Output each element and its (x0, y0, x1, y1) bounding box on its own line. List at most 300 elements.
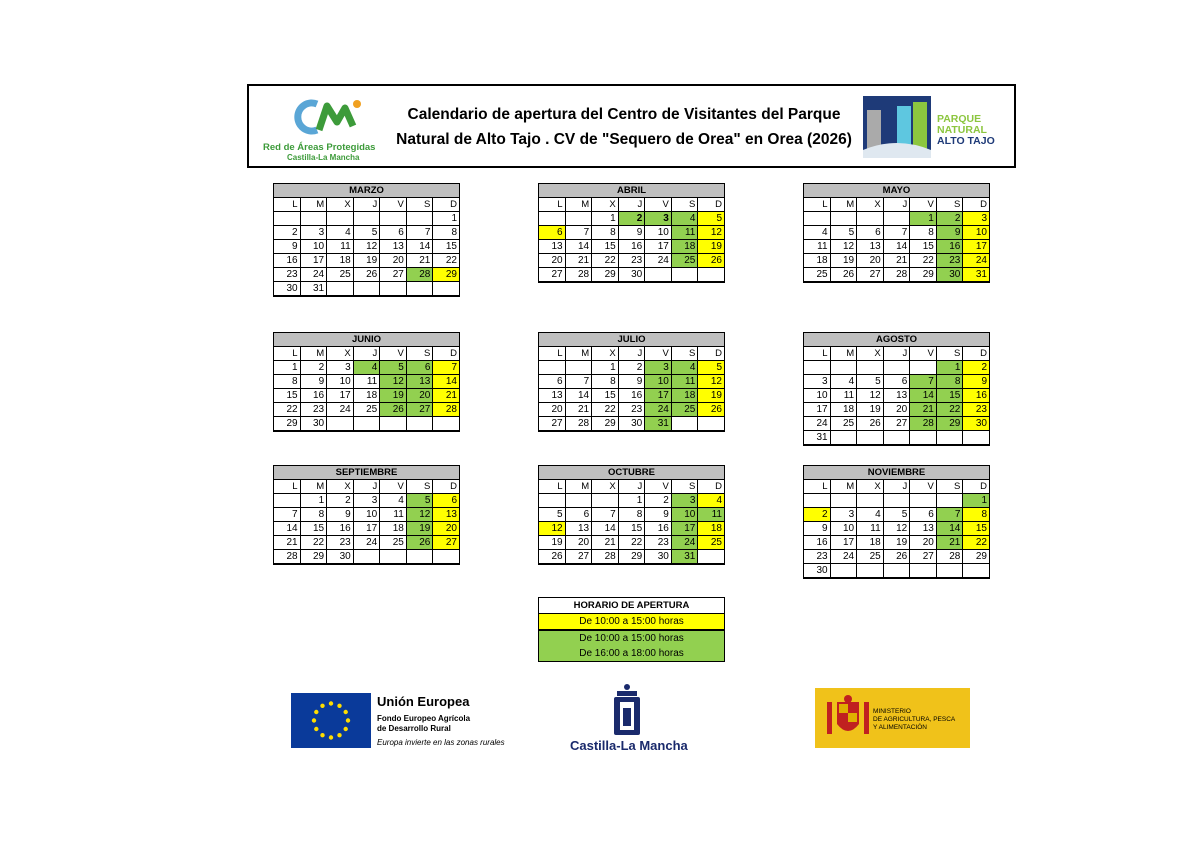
empty-cell (698, 417, 725, 432)
day-cell: 4 (857, 508, 884, 522)
day-cell: 13 (857, 240, 884, 254)
weekday-header: V (380, 480, 407, 494)
day-cell: 7 (274, 508, 301, 522)
day-cell: 18 (698, 522, 725, 536)
day-cell: 2 (618, 361, 645, 375)
weekday-header: D (433, 347, 460, 361)
day-cell: 21 (910, 403, 937, 417)
day-cell: 23 (936, 254, 963, 268)
day-cell: 10 (645, 375, 672, 389)
day-cell: 14 (883, 240, 910, 254)
day-cell: 3 (645, 361, 672, 375)
day-cell: 22 (618, 536, 645, 550)
weekday-header: X (857, 347, 884, 361)
day-cell: 27 (539, 417, 566, 432)
weekday-header: D (433, 198, 460, 212)
day-cell: 29 (936, 417, 963, 431)
empty-cell (671, 268, 698, 283)
day-cell: 11 (353, 375, 380, 389)
day-cell: 16 (327, 522, 354, 536)
day-cell: 1 (963, 494, 990, 508)
day-cell: 6 (910, 508, 937, 522)
day-cell: 18 (671, 240, 698, 254)
day-cell: 22 (592, 403, 619, 417)
empty-cell (274, 212, 301, 226)
weekday-header: J (618, 480, 645, 494)
weekday-header: D (963, 347, 990, 361)
empty-cell (353, 417, 380, 432)
day-cell: 7 (592, 508, 619, 522)
day-cell: 25 (830, 417, 857, 431)
day-cell: 24 (353, 536, 380, 550)
day-cell: 24 (963, 254, 990, 268)
ministerio-text (873, 708, 955, 732)
weekday-header: S (936, 198, 963, 212)
eu-star (337, 733, 341, 737)
day-cell: 7 (565, 375, 592, 389)
day-cell: 15 (300, 522, 327, 536)
empty-cell (804, 361, 831, 375)
month-calendar (538, 332, 725, 432)
empty-cell (857, 212, 884, 226)
day-cell: 22 (300, 536, 327, 550)
day-cell: 2 (327, 494, 354, 508)
day-cell: 5 (883, 508, 910, 522)
day-cell: 17 (645, 389, 672, 403)
day-cell: 2 (804, 508, 831, 522)
weekday-header: D (963, 198, 990, 212)
day-cell: 27 (910, 550, 937, 564)
day-cell: 1 (910, 212, 937, 226)
day-cell: 11 (857, 522, 884, 536)
day-cell: 31 (671, 550, 698, 565)
month-calendar (273, 332, 460, 432)
day-cell: 22 (910, 254, 937, 268)
day-cell: 13 (883, 389, 910, 403)
min-line1: MINISTERIO (873, 708, 911, 715)
weekday-header: M (565, 347, 592, 361)
weekday-header: J (353, 480, 380, 494)
cm-logo-icon (287, 96, 367, 140)
day-cell: 30 (300, 417, 327, 432)
empty-cell (830, 494, 857, 508)
day-cell: 14 (592, 522, 619, 536)
weekday-header: X (327, 480, 354, 494)
day-cell: 5 (353, 226, 380, 240)
day-cell: 11 (380, 508, 407, 522)
day-cell: 29 (963, 550, 990, 564)
empty-cell (883, 431, 910, 446)
day-cell: 5 (698, 361, 725, 375)
day-cell: 19 (857, 403, 884, 417)
day-cell: 5 (406, 494, 433, 508)
day-cell: 22 (433, 254, 460, 268)
day-cell: 1 (592, 212, 619, 226)
day-cell: 8 (618, 508, 645, 522)
day-cell: 31 (645, 417, 672, 432)
day-cell: 5 (830, 226, 857, 240)
weekday-header: V (645, 480, 672, 494)
weekday-header: M (830, 480, 857, 494)
weekday-header: J (353, 347, 380, 361)
day-cell: 20 (380, 254, 407, 268)
empty-cell (936, 431, 963, 446)
day-cell: 3 (327, 361, 354, 375)
day-cell: 30 (327, 550, 354, 565)
day-cell: 15 (592, 240, 619, 254)
day-cell: 27 (883, 417, 910, 431)
logo-left-line1: Red de Áreas Protegidas (263, 142, 376, 153)
day-cell: 24 (671, 536, 698, 550)
weekday-header: X (857, 480, 884, 494)
day-cell: 27 (565, 550, 592, 565)
day-cell: 12 (539, 522, 566, 536)
day-cell: 2 (618, 212, 645, 226)
weekday-header: D (698, 347, 725, 361)
empty-cell (327, 417, 354, 432)
day-cell: 8 (433, 226, 460, 240)
empty-cell (565, 361, 592, 375)
empty-cell (380, 282, 407, 297)
day-cell: 21 (592, 536, 619, 550)
empty-cell (433, 550, 460, 565)
day-cell: 6 (565, 508, 592, 522)
weekday-header: M (300, 347, 327, 361)
eu-logo-block (291, 692, 521, 752)
empty-cell (857, 361, 884, 375)
eu-title: Unión Europea (377, 694, 470, 709)
day-cell: 29 (910, 268, 937, 283)
day-cell: 29 (592, 417, 619, 432)
day-cell: 12 (883, 522, 910, 536)
day-cell: 24 (645, 403, 672, 417)
day-cell: 12 (380, 375, 407, 389)
day-cell: 22 (963, 536, 990, 550)
day-cell: 19 (380, 389, 407, 403)
day-cell: 18 (353, 389, 380, 403)
castilla-la-mancha-logo (565, 682, 690, 758)
day-cell: 28 (592, 550, 619, 565)
day-cell: 8 (300, 508, 327, 522)
day-cell: 23 (327, 536, 354, 550)
legend-yellow: De 10:00 a 15:00 horas (539, 614, 725, 631)
day-cell: 12 (353, 240, 380, 254)
day-cell: 26 (857, 417, 884, 431)
day-cell: 26 (539, 550, 566, 565)
logo-right-line1: PARQUE (937, 113, 982, 125)
empty-cell (698, 550, 725, 565)
day-cell: 9 (804, 522, 831, 536)
empty-cell (963, 564, 990, 579)
day-cell: 10 (963, 226, 990, 240)
empty-cell (327, 282, 354, 297)
eu-fund-line1: Fondo Europeo Agrícola (377, 714, 471, 723)
empty-cell (645, 268, 672, 283)
eu-star (314, 727, 318, 731)
legend-green-line1: De 10:00 a 15:00 horas (539, 630, 725, 646)
day-cell: 11 (671, 375, 698, 389)
day-cell: 17 (353, 522, 380, 536)
day-cell: 31 (300, 282, 327, 297)
day-cell: 1 (433, 212, 460, 226)
empty-cell (380, 212, 407, 226)
eu-star (329, 701, 333, 705)
day-cell: 2 (645, 494, 672, 508)
day-cell: 26 (883, 550, 910, 564)
day-cell: 24 (300, 268, 327, 282)
day-cell: 19 (353, 254, 380, 268)
month-calendar (803, 465, 990, 579)
month-name: AGOSTO (804, 333, 990, 347)
eu-fund-line2: de Desarrollo Rural (377, 724, 451, 733)
empty-cell (565, 212, 592, 226)
day-cell: 19 (883, 536, 910, 550)
weekday-header: V (910, 480, 937, 494)
day-cell: 13 (565, 522, 592, 536)
day-cell: 19 (539, 536, 566, 550)
day-cell: 5 (380, 361, 407, 375)
day-cell: 10 (804, 389, 831, 403)
day-cell: 11 (830, 389, 857, 403)
day-cell: 10 (645, 226, 672, 240)
day-cell: 14 (433, 375, 460, 389)
ministerio-logo (815, 688, 970, 748)
empty-cell (274, 494, 301, 508)
month-calendar (803, 183, 990, 283)
day-cell: 11 (698, 508, 725, 522)
day-cell: 20 (883, 403, 910, 417)
day-cell: 25 (327, 268, 354, 282)
empty-cell (406, 212, 433, 226)
castle-icon (565, 682, 690, 738)
legend-title: HORARIO DE APERTURA (539, 598, 725, 614)
weekday-header: L (539, 480, 566, 494)
day-cell: 29 (592, 268, 619, 283)
day-cell: 25 (353, 403, 380, 417)
day-cell: 8 (592, 226, 619, 240)
day-cell: 18 (671, 389, 698, 403)
day-cell: 10 (671, 508, 698, 522)
weekday-header: S (936, 480, 963, 494)
day-cell: 30 (963, 417, 990, 431)
day-cell: 12 (698, 226, 725, 240)
day-cell: 27 (433, 536, 460, 550)
weekday-header: S (671, 198, 698, 212)
day-cell: 21 (883, 254, 910, 268)
weekday-header: M (300, 480, 327, 494)
month-name: MAYO (804, 184, 990, 198)
day-cell: 13 (910, 522, 937, 536)
day-cell: 16 (618, 389, 645, 403)
empty-cell (857, 564, 884, 579)
day-cell: 21 (565, 403, 592, 417)
weekday-header: J (883, 480, 910, 494)
day-cell: 3 (804, 375, 831, 389)
day-cell: 27 (857, 268, 884, 283)
weekday-header: S (406, 480, 433, 494)
day-cell: 7 (565, 226, 592, 240)
empty-cell (830, 564, 857, 579)
empty-cell (883, 361, 910, 375)
day-cell: 26 (406, 536, 433, 550)
weekday-header: S (406, 347, 433, 361)
month-name: ABRIL (539, 184, 725, 198)
day-cell: 12 (857, 389, 884, 403)
day-cell: 9 (618, 226, 645, 240)
weekday-header: M (830, 347, 857, 361)
month-name: JULIO (539, 333, 725, 347)
day-cell: 7 (883, 226, 910, 240)
day-cell: 19 (406, 522, 433, 536)
day-cell: 20 (857, 254, 884, 268)
day-cell: 31 (963, 268, 990, 283)
empty-cell (804, 494, 831, 508)
day-cell: 8 (936, 375, 963, 389)
day-cell: 6 (539, 375, 566, 389)
day-cell: 3 (353, 494, 380, 508)
eu-star (337, 704, 341, 708)
day-cell: 13 (380, 240, 407, 254)
day-cell: 8 (274, 375, 301, 389)
day-cell: 21 (433, 389, 460, 403)
day-cell: 25 (671, 254, 698, 268)
empty-cell (300, 212, 327, 226)
day-cell: 9 (645, 508, 672, 522)
empty-cell (883, 564, 910, 579)
empty-cell (592, 494, 619, 508)
weekday-header: D (963, 480, 990, 494)
eu-flag-icon (291, 693, 371, 748)
empty-cell (883, 212, 910, 226)
day-cell: 30 (618, 268, 645, 283)
weekday-header: L (539, 198, 566, 212)
day-cell: 15 (592, 389, 619, 403)
day-cell: 9 (274, 240, 301, 254)
empty-cell (353, 212, 380, 226)
empty-cell (857, 494, 884, 508)
eu-star (344, 710, 348, 714)
day-cell: 3 (645, 212, 672, 226)
day-cell: 10 (353, 508, 380, 522)
day-cell: 19 (830, 254, 857, 268)
day-cell: 25 (804, 268, 831, 283)
day-cell: 15 (433, 240, 460, 254)
title-line2: Natural de Alto Tajo . CV de "Sequero de Orea" en Orea (2026) (396, 131, 852, 148)
day-cell: 11 (671, 226, 698, 240)
day-cell: 16 (618, 240, 645, 254)
day-cell: 6 (433, 494, 460, 508)
day-cell: 20 (565, 536, 592, 550)
eu-slogan: Europa invierte en las zonas rurales (377, 738, 505, 747)
day-cell: 14 (936, 522, 963, 536)
day-cell: 7 (406, 226, 433, 240)
day-cell: 25 (671, 403, 698, 417)
day-cell: 4 (671, 212, 698, 226)
weekday-header: J (883, 198, 910, 212)
day-cell: 22 (274, 403, 301, 417)
weekday-header: S (936, 347, 963, 361)
day-cell: 14 (274, 522, 301, 536)
day-cell: 6 (883, 375, 910, 389)
weekday-header: L (804, 347, 831, 361)
day-cell: 30 (645, 550, 672, 565)
day-cell: 26 (698, 254, 725, 268)
day-cell: 20 (539, 254, 566, 268)
day-cell: 29 (274, 417, 301, 432)
day-cell: 26 (698, 403, 725, 417)
empty-cell (406, 282, 433, 297)
weekday-header: X (327, 347, 354, 361)
day-cell: 2 (300, 361, 327, 375)
day-cell: 23 (645, 536, 672, 550)
day-cell: 10 (830, 522, 857, 536)
empty-cell (539, 212, 566, 226)
weekday-header: J (353, 198, 380, 212)
day-cell: 13 (539, 389, 566, 403)
legend-table (538, 597, 725, 662)
weekday-header: L (804, 198, 831, 212)
logo-right-line3: ALTO TAJO (937, 135, 995, 147)
empty-cell (910, 564, 937, 579)
page-title (384, 102, 864, 152)
empty-cell (936, 494, 963, 508)
logo-right-line2: NATURAL (937, 124, 987, 136)
day-cell: 9 (327, 508, 354, 522)
empty-cell (910, 361, 937, 375)
weekday-header: J (883, 347, 910, 361)
day-cell: 10 (327, 375, 354, 389)
day-cell: 23 (963, 403, 990, 417)
eu-star (329, 735, 333, 739)
alto-tajo-icon (863, 96, 931, 158)
day-cell: 18 (830, 403, 857, 417)
day-cell: 15 (936, 389, 963, 403)
month-calendar (273, 465, 460, 565)
weekday-header: V (910, 198, 937, 212)
day-cell: 24 (327, 403, 354, 417)
empty-cell (671, 417, 698, 432)
empty-cell (353, 550, 380, 565)
empty-cell (830, 361, 857, 375)
day-cell: 17 (963, 240, 990, 254)
day-cell: 18 (380, 522, 407, 536)
weekday-header: V (910, 347, 937, 361)
month-name: SEPTIEMBRE (274, 466, 460, 480)
day-cell: 27 (539, 268, 566, 283)
weekday-header: M (830, 198, 857, 212)
eu-star (312, 718, 316, 722)
month-calendar (538, 465, 725, 565)
day-cell: 19 (698, 240, 725, 254)
day-cell: 24 (645, 254, 672, 268)
day-cell: 28 (936, 550, 963, 564)
day-cell: 26 (830, 268, 857, 283)
day-cell: 23 (618, 254, 645, 268)
empty-cell (406, 417, 433, 432)
day-cell: 29 (433, 268, 460, 282)
day-cell: 9 (936, 226, 963, 240)
day-cell: 8 (592, 375, 619, 389)
day-cell: 30 (804, 564, 831, 579)
day-cell: 24 (830, 550, 857, 564)
day-cell: 12 (830, 240, 857, 254)
day-cell: 26 (380, 403, 407, 417)
empty-cell (380, 550, 407, 565)
weekday-header: S (671, 347, 698, 361)
day-cell: 6 (539, 226, 566, 240)
day-cell: 25 (698, 536, 725, 550)
empty-cell (433, 417, 460, 432)
